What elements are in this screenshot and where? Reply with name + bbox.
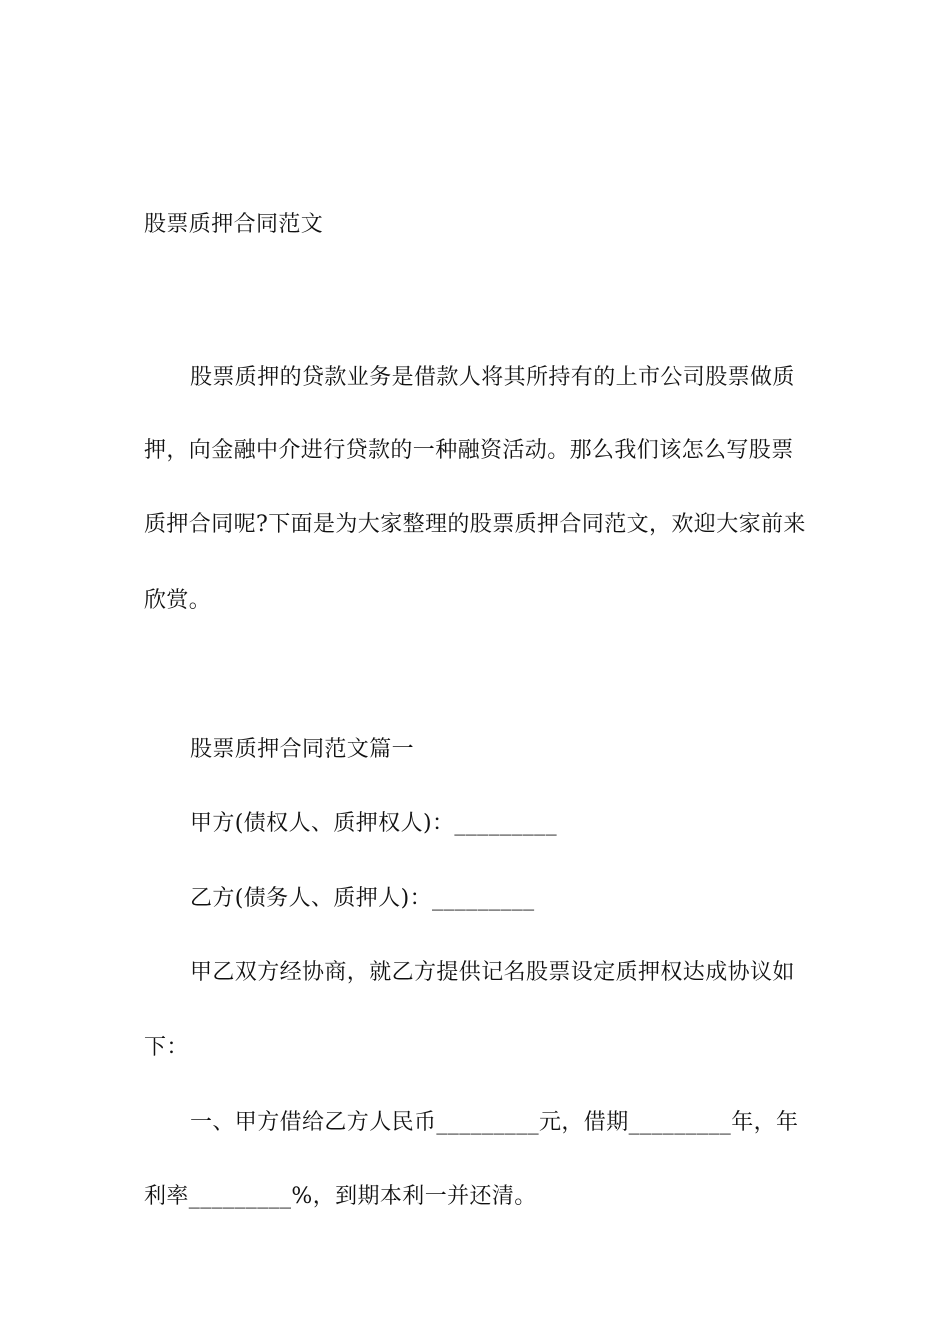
intro-line-2: 押，向金融中介进行贷款的一种融资活动。那么我们该怎么写股票: [144, 438, 794, 463]
clause-1-line-1: 一、甲方借给乙方人民币_________元，借期_________年，年: [190, 1110, 799, 1135]
agreement-line-1: 甲乙双方经协商，就乙方提供记名股票设定质押权达成协议如: [190, 960, 795, 985]
intro-line-1: 股票质押的贷款业务是借款人将其所持有的上市公司股票做质: [190, 365, 795, 390]
clause-1-line-2: 利率_________%，到期本利一并还清。: [144, 1184, 537, 1209]
intro-line-3: 质押合同呢?下面是为大家整理的股票质押合同范文，欢迎大家前来: [144, 512, 806, 537]
section-heading: 股票质押合同范文篇一: [190, 737, 415, 762]
intro-line-4: 欣赏。: [144, 588, 212, 613]
document-title: 股票质押合同范文: [144, 212, 324, 237]
party-a-line: 甲方(债权人、质押权人)：_________: [190, 811, 557, 836]
agreement-line-2: 下：: [144, 1035, 189, 1060]
party-b-line: 乙方(债务人、质押人)：_________: [190, 886, 535, 911]
